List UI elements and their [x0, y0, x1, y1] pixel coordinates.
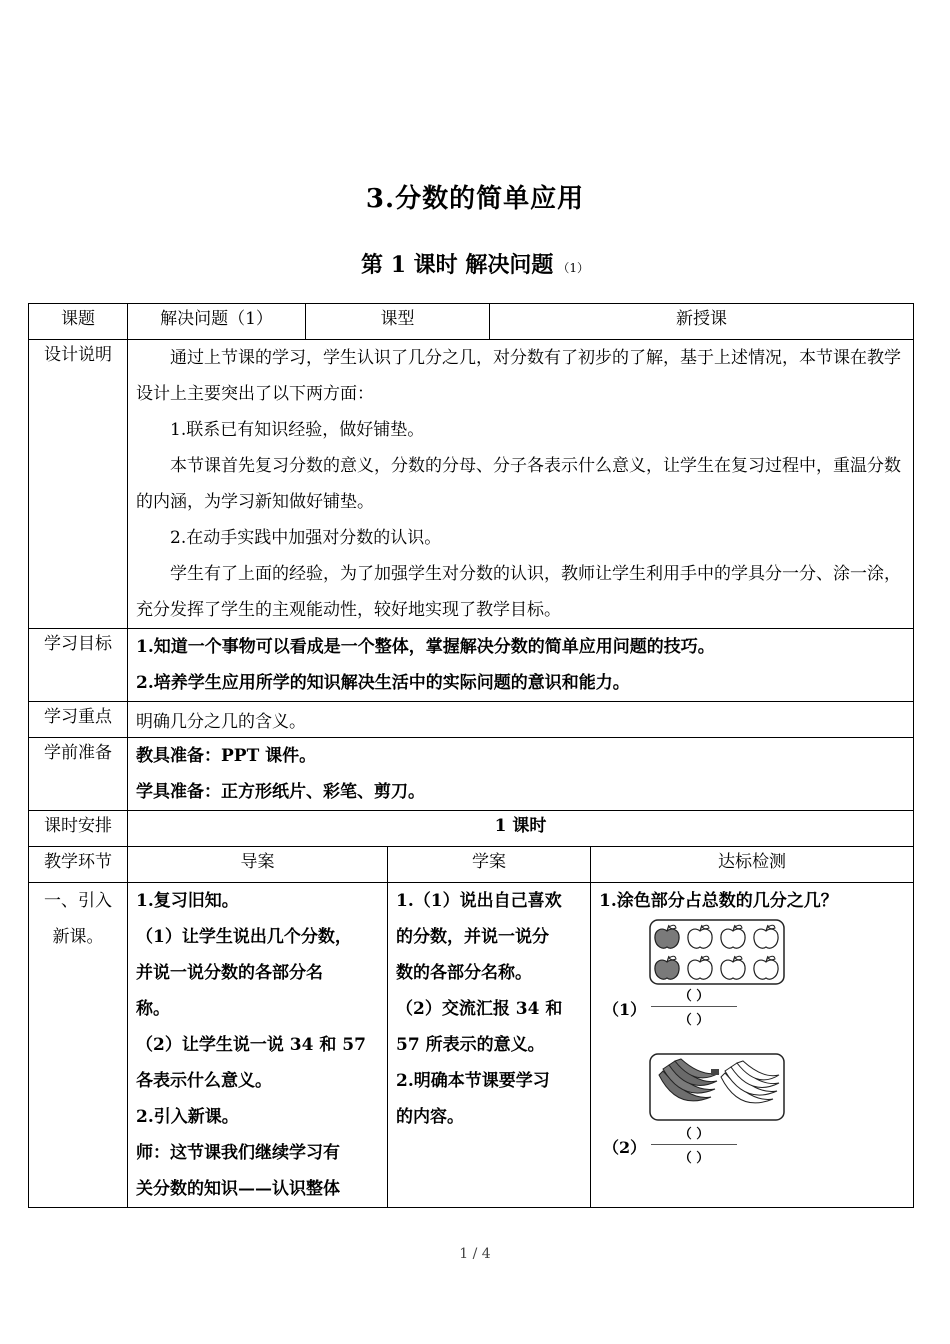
label-prep: 学前准备: [29, 738, 128, 811]
type-value: 新授课: [490, 304, 914, 340]
design-p2: 1.联系已有知识经验，做好铺垫。: [170, 420, 425, 440]
label-phase: 教学环节: [29, 847, 128, 883]
row-focus: [29, 702, 914, 738]
bananas-picture: [649, 1053, 785, 1121]
apples-picture: [649, 919, 785, 985]
row-goals: [29, 629, 914, 702]
guide-line: （2）让学生说一说 34 和 57: [136, 1035, 366, 1055]
row-schedule: [29, 811, 914, 847]
guide-line: 称。: [136, 999, 170, 1019]
phase1-label-line1: 一、引入: [44, 891, 112, 911]
guide-line: 师：这节课我们继续学习有: [136, 1143, 340, 1163]
label-goals: 学习目标: [29, 629, 128, 702]
focus-text: 明确几分之几的含义。: [128, 702, 914, 738]
phase1-label-line2: 新课。: [52, 927, 104, 947]
design-content: [128, 340, 914, 629]
study-line: 数的各部分名称。: [396, 963, 532, 983]
prep-teacher: 教具准备：PPT 课件。: [136, 746, 317, 766]
phase1-label: [29, 883, 128, 1208]
study-line: 57 所表示的意义。: [396, 1035, 545, 1055]
design-p5: 学生有了上面的经验，为了加强学生对分数的认识，教师让学生利用手中的学具分一分、涂一涂，充分发挥了学生的主观能动性，较好地实现了教学目标。: [136, 564, 901, 620]
guide-line: 各表示什么意义。: [136, 1071, 272, 1091]
check-question: 1.涂色部分占总数的几分之几？: [599, 891, 838, 911]
schedule-text: 1 课时: [128, 811, 914, 847]
check-area: [599, 883, 905, 1197]
prep-content: [128, 738, 914, 811]
phase1-study: [388, 883, 591, 1208]
denominator-blank: （ ）: [678, 1151, 710, 1166]
header-guide: 导案: [128, 847, 388, 883]
phase1-guide: [128, 883, 388, 1208]
label-focus: 学习重点: [29, 702, 128, 738]
row-topic: [29, 304, 914, 340]
item2-label: （2）: [603, 1138, 647, 1157]
label-topic: 课题: [29, 304, 128, 340]
guide-line: 2.引入新课。: [136, 1107, 239, 1127]
subtitle-main: 第 1 课时 解决问题: [361, 252, 554, 278]
topic-value: 解决问题（1）: [128, 304, 306, 340]
study-line: 2.明确本节课要学习: [396, 1071, 550, 1091]
header-study: 学案: [388, 847, 591, 883]
study-line: 1.（1）说出自己喜欢: [396, 891, 562, 911]
guide-line: 并说一说分数的各部分名: [136, 963, 323, 983]
phase1-check: [591, 883, 914, 1208]
label-schedule: 课时安排: [29, 811, 128, 847]
denominator-blank: （ ）: [678, 1013, 710, 1028]
label-type: 课型: [306, 304, 490, 340]
fraction-blank-1: [651, 985, 737, 1028]
header-check: 达标检测: [591, 847, 914, 883]
goals-content: [128, 629, 914, 702]
row-phase1: [29, 883, 914, 1208]
lesson-plan-table: [28, 303, 914, 1208]
guide-line: 关分数的知识——认识整体: [136, 1179, 340, 1199]
row-prep: [29, 738, 914, 811]
numerator-blank: （ ）: [678, 1127, 710, 1142]
page-title: 3.分数的简单应用: [365, 184, 585, 214]
design-p3: 本节课首先复习分数的意义，分数的分母、分子各表示什么意义，让学生在复习过程中，重温分数的内涵，为学习新知做好铺垫。: [136, 456, 901, 512]
page-subtitle: [0, 248, 950, 279]
study-line: （2）交流汇报 34 和: [396, 999, 563, 1019]
study-line: 的分数，并说一说分: [396, 927, 549, 947]
fraction-blank-2: [651, 1123, 737, 1166]
page-number: 1 / 4: [459, 1246, 491, 1262]
row-phase-header: [29, 847, 914, 883]
prep-student: 学具准备：正方形纸片、彩笔、剪刀。: [136, 782, 425, 802]
label-design: 设计说明: [29, 340, 128, 629]
goal-1: 1.知道一个事物可以看成是一个整体，掌握解决分数的简单应用问题的技巧。: [136, 637, 715, 657]
subtitle-small: （1）: [557, 261, 589, 275]
guide-line: 1.复习旧知。: [136, 891, 239, 911]
design-p1: 通过上节课的学习，学生认识了几分之几，对分数有了初步的了解，基于上述情况，本节课在教学设计上主要突出了以下两方面：: [136, 348, 901, 404]
item1-label: （1）: [603, 1000, 647, 1019]
guide-line: （1）让学生说出几个分数，: [136, 927, 352, 947]
row-design: [29, 340, 914, 629]
goal-2: 2.培养学生应用所学的知识解决生活中的实际问题的意识和能力。: [136, 673, 630, 693]
study-line: 的内容。: [396, 1107, 464, 1127]
design-p4: 2.在动手实践中加强对分数的认识。: [170, 528, 442, 548]
numerator-blank: （ ）: [678, 989, 710, 1004]
